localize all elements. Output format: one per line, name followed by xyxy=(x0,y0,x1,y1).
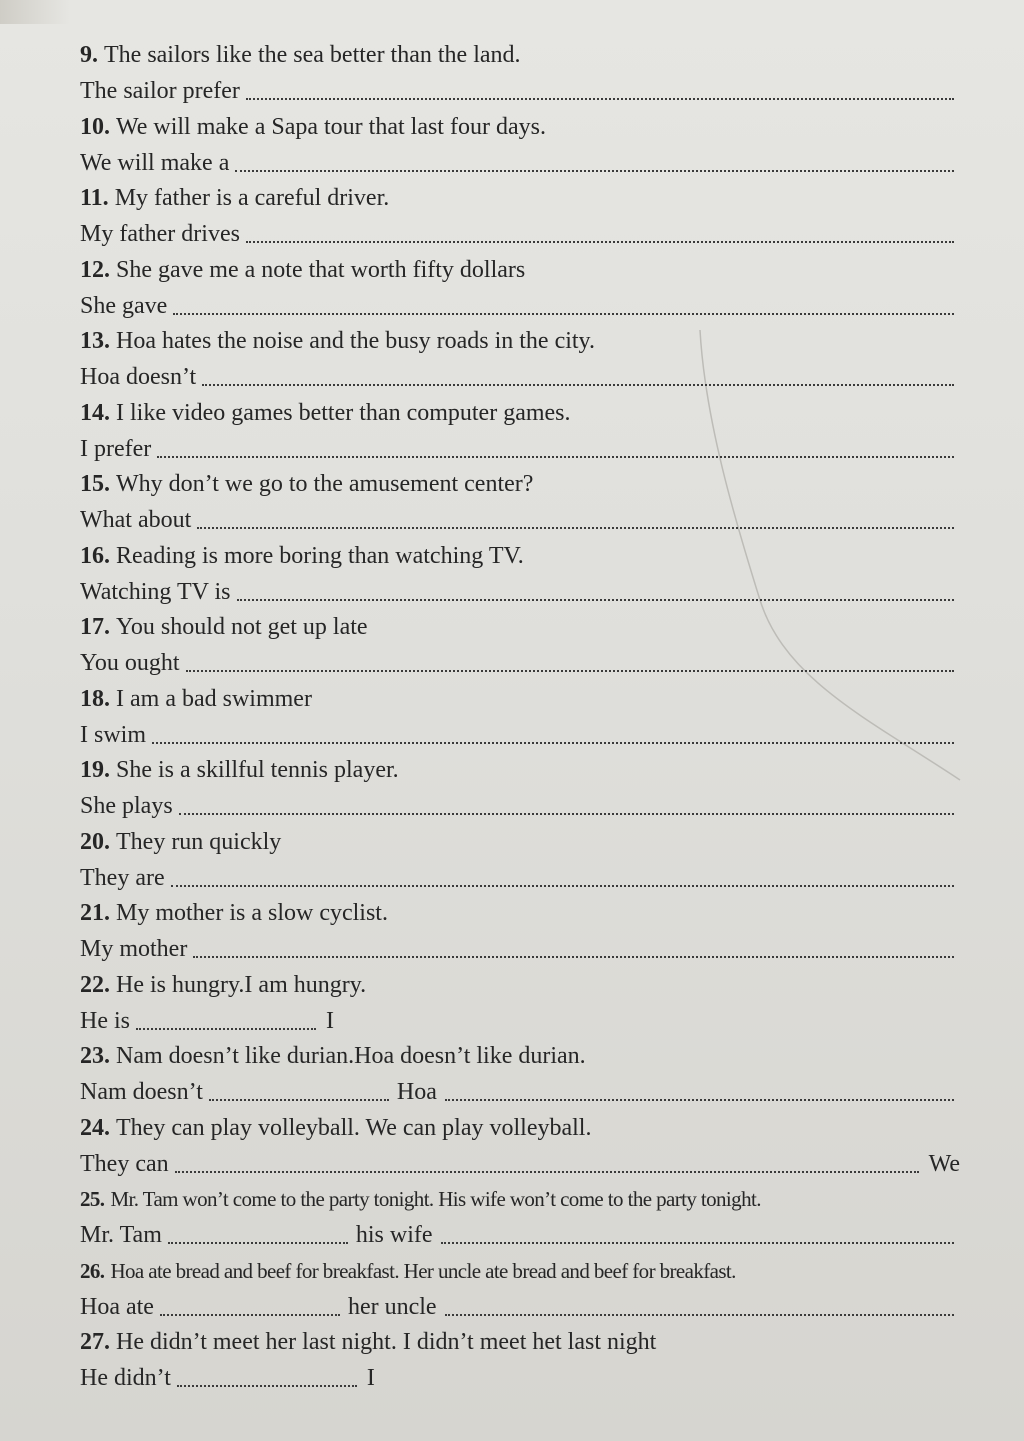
question-text: 10. We will make a Sapa tour that last four days. xyxy=(80,113,546,140)
question-text: 23. Nam doesn’t like durian.Hoa doesn’t like durian. xyxy=(80,1043,586,1069)
rewrite-exercise xyxy=(80,40,960,1399)
question-text: 17. You should not get up late xyxy=(80,614,368,640)
exercise-item xyxy=(80,326,960,398)
question-text: 27. He didn’t meet her last night. I didn’t meet het last night xyxy=(80,1329,657,1355)
question-text: 13. Hoa hates the noise and the busy roads in the city. xyxy=(80,328,595,354)
answer-line[interactable]: Hoa doesn’t xyxy=(80,362,960,392)
answer-line[interactable]: My mother xyxy=(80,934,960,964)
answer-line[interactable]: What about xyxy=(80,505,960,535)
answer-line[interactable]: They can We xyxy=(80,1150,960,1177)
exercise-item xyxy=(80,827,960,899)
exercise-item xyxy=(80,755,960,827)
question-text: 12. She gave me a note that worth fifty dollars xyxy=(80,256,526,283)
exercise-item xyxy=(80,1327,960,1399)
answer-line[interactable]: He didn’t I xyxy=(80,1365,375,1391)
answer-line[interactable]: I prefer xyxy=(80,434,960,464)
answer-line[interactable]: She plays xyxy=(80,791,960,821)
exercise-item xyxy=(80,684,960,756)
question-text: 22. He is hungry.I am hungry. xyxy=(80,971,367,998)
answer-line[interactable]: Watching TV is xyxy=(80,577,960,607)
answer-line[interactable]: You ought xyxy=(80,648,960,678)
answer-line[interactable]: Nam doesn’t Hoa xyxy=(80,1077,960,1107)
exercise-item xyxy=(80,112,960,184)
question-text: 9. The sailors like the sea better than the land. xyxy=(80,42,521,68)
question-text: 20. They run quickly xyxy=(80,828,282,855)
exercise-item xyxy=(80,1041,960,1113)
question-text: 19. She is a skillful tennis player. xyxy=(80,757,399,783)
exercise-item xyxy=(80,612,960,684)
exercise-item xyxy=(80,398,960,470)
answer-line[interactable]: We will make a xyxy=(80,148,960,178)
answer-line[interactable]: He is I xyxy=(80,1007,334,1034)
answer-line[interactable]: They are xyxy=(80,863,960,893)
exercise-item xyxy=(80,1113,960,1185)
exercise-item xyxy=(80,255,960,327)
question-text: 26. Hoa ate bread and beef for breakfast. Her uncle ate bread and beef for breakfast. xyxy=(80,1258,736,1283)
question-text: 25. Mr. Tam won’t come to the party tonight. His wife won’t come to the party tonight. xyxy=(80,1187,761,1211)
exercise-item xyxy=(80,898,960,970)
question-text: 24. They can play volleyball. We can play volleyball. xyxy=(80,1114,592,1141)
exercise-item xyxy=(80,469,960,541)
question-text: 21. My mother is a slow cyclist. xyxy=(80,900,388,926)
answer-line[interactable]: The sailor prefer xyxy=(80,76,960,106)
exercise-item xyxy=(80,40,960,112)
exercise-item xyxy=(80,1184,960,1256)
answer-line[interactable]: I swim xyxy=(80,720,960,750)
exercise-item xyxy=(80,183,960,255)
question-text: 15. Why don’t we go to the amusement center? xyxy=(80,471,534,497)
answer-line[interactable]: Hoa ate her uncle xyxy=(80,1292,960,1322)
exercise-item xyxy=(80,541,960,613)
question-text: 14. I like video games better than computer games. xyxy=(80,399,571,426)
question-text: 11. My father is a careful driver. xyxy=(80,185,390,211)
exercise-item xyxy=(80,970,960,1042)
exercise-item xyxy=(80,1256,960,1328)
answer-line[interactable]: She gave xyxy=(80,291,960,321)
question-text: 18. I am a bad swimmer xyxy=(80,685,312,712)
answer-line[interactable]: Mr. Tam his wife xyxy=(80,1220,960,1250)
question-text: 16. Reading is more boring than watching TV. xyxy=(80,542,524,569)
answer-line[interactable]: My father drives xyxy=(80,219,960,249)
